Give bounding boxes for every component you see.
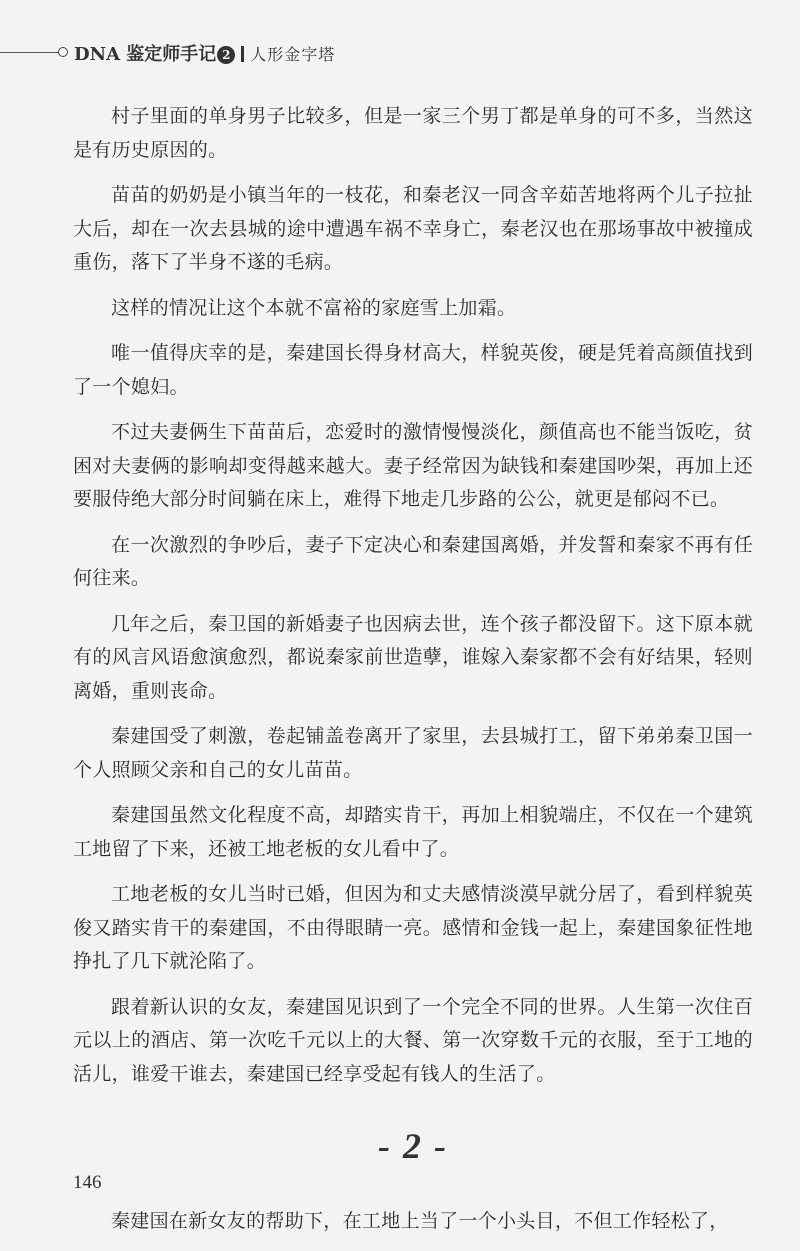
paragraph: 秦建国受了刺激，卷起铺盖卷离开了家里，去县城打工，留下弟弟秦卫国一个人照顾父亲和自己的女儿苗苗。 [73, 725, 753, 781]
header-circle-ornament [58, 47, 68, 57]
paragraph: 秦建国虽然文化程度不高，却踏实肯干，再加上相貌端庄，不仅在一个建筑工地留了下来，还被工地老板的女儿看中了。 [73, 804, 753, 860]
paragraph: 不过夫妻俩生下苗苗后，恋爱时的激情慢慢淡化，颜值高也不能当饭吃，贫困对夫妻俩的影响却变得越来越大。妻子经常因为缺钱和秦建国吵架，再加上还要服侍绝大部分时间躺在床上，难得下地走几步路的公公，就更是郁闷不已。 [73, 421, 753, 510]
paragraph: 苗苗的奶奶是小镇当年的一枝花，和秦老汉一同含辛茹苦地将两个儿子拉扯大后，却在一次去县城的途中遭遇车祸不幸身亡，秦老汉也在那场事故中被撞成重伤，落下了半身不遂的毛病。 [73, 184, 753, 273]
page-number: 146 [73, 1172, 102, 1193]
book-subtitle: 人形金字塔 [250, 45, 336, 64]
running-header [0, 38, 800, 66]
header-rule [0, 52, 60, 53]
header-separator [241, 46, 244, 62]
paragraph: 村子里面的单身男子比较多，但是一家三个男丁都是单身的可不多，当然这是有历史原因的。 [73, 105, 753, 161]
section-number: - 2 - [378, 1126, 448, 1166]
paragraph: 秦建国在新女友的帮助下，在工地上当了一个小头目，不但工作轻松了， [111, 1210, 729, 1232]
book-title: DNA 鉴定师手记 [74, 44, 217, 65]
paragraph: 工地老板的女儿当时已婚，但因为和丈夫感情淡漠早就分居了，看到样貌英俊又踏实肯干的秦建国，不由得眼睛一亮。感情和金钱一起上，秦建国象征性地挣扎了几下就沦陷了。 [73, 883, 753, 972]
paragraph: 跟着新认识的女友，秦建国见识到了一个完全不同的世界。人生第一次住百元以上的酒店、第一次吃千元以上的大餐、第一次穿数千元的衣服，至于工地的活儿，谁爱干谁去，秦建国已经享受起有钱人的生活了。 [73, 995, 753, 1085]
volume-badge: 2 [217, 46, 235, 64]
paragraph: 在一次激烈的争吵后，妻子下定决心和秦建国离婚，并发誓和秦家不再有任何往来。 [73, 533, 753, 589]
header-title-block [74, 40, 335, 66]
body-text [73, 100, 753, 1251]
paragraph: 这样的情况让这个本就不富裕的家庭雪上加霜。 [111, 296, 517, 319]
paragraph: 几年之后，秦卫国的新婚妻子也因病去世，连个孩子都没留下。这下原本就有的风言风语愈演愈烈，都说秦家前世造孽，谁嫁入秦家都不会有好结果，轻则离婚，重则丧命。 [73, 612, 753, 702]
paragraph: 唯一值得庆幸的是，秦建国长得身材高大，样貌英俊，硬是凭着高颜值找到了一个媳妇。 [73, 342, 753, 398]
